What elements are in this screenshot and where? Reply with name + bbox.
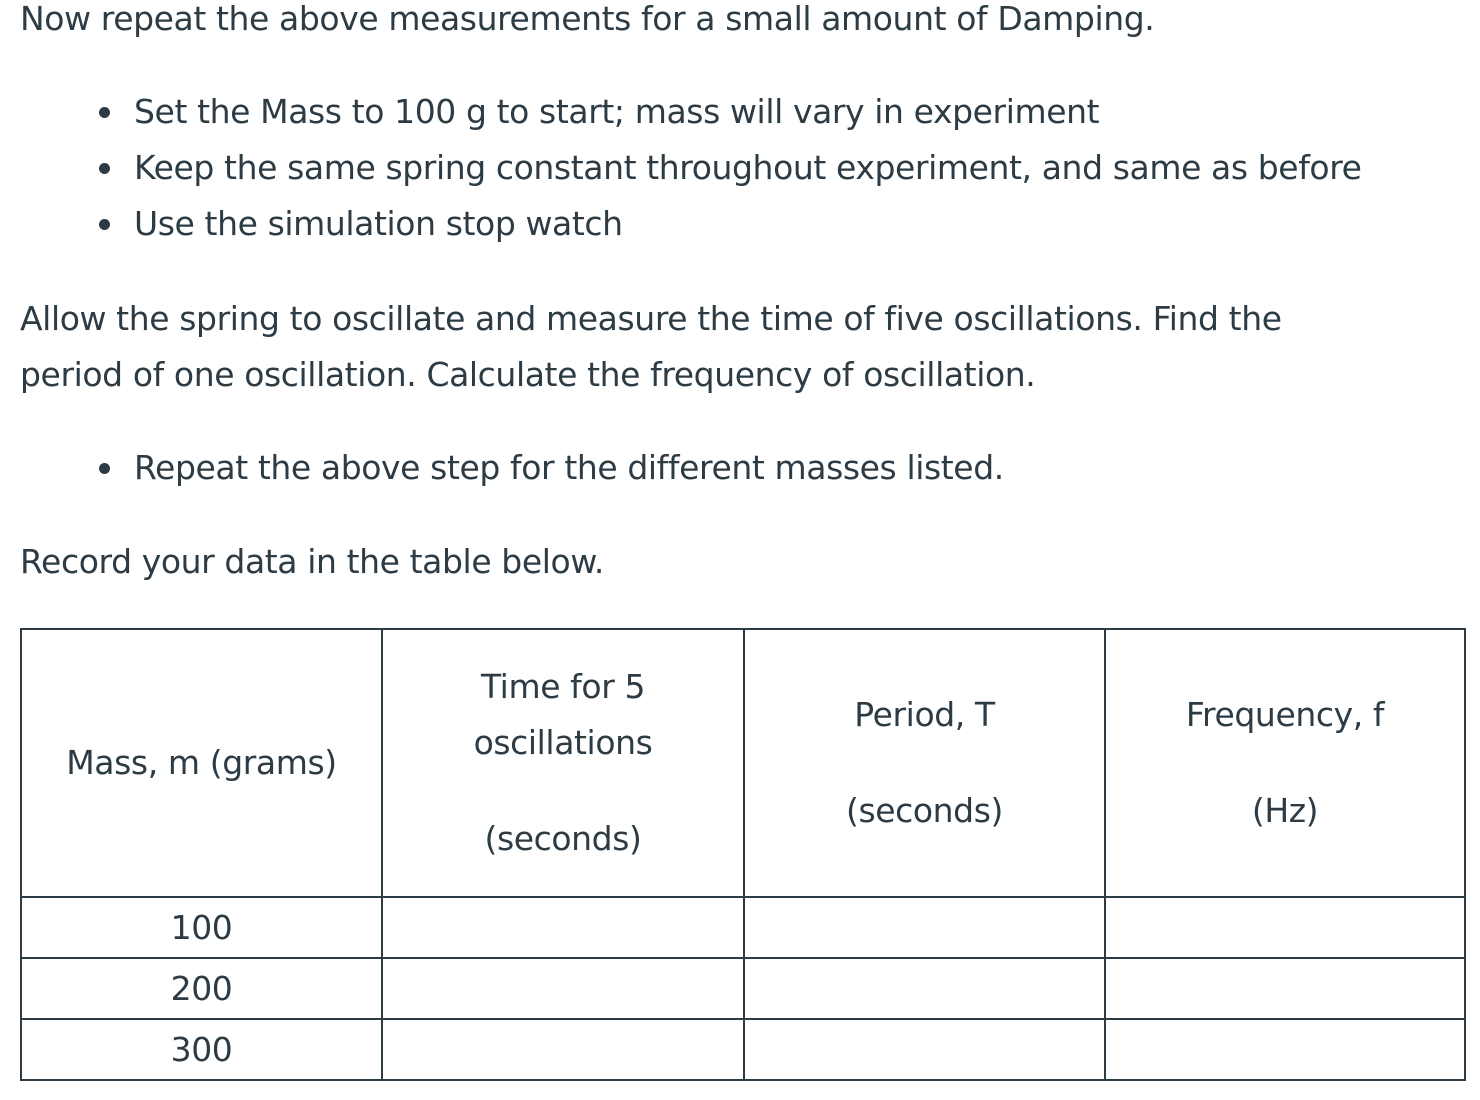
mass-cell: 300 xyxy=(21,1019,382,1080)
table-row xyxy=(21,1019,1465,1080)
intro-text: Now repeat the above measurements for a small amount of Damping. xyxy=(20,0,1155,38)
header-frequency: Frequency, f (Hz) xyxy=(1105,629,1465,897)
period-cell[interactable] xyxy=(744,897,1105,958)
procedure-paragraph xyxy=(20,291,1282,403)
table-header-row xyxy=(21,629,1465,897)
mass-cell: 100 xyxy=(21,897,382,958)
procedure-line: Allow the spring to oscillate and measure the time of five oscillations. Find the xyxy=(20,299,1282,338)
time-cell[interactable] xyxy=(382,1019,744,1080)
frequency-cell[interactable] xyxy=(1105,1019,1465,1080)
procedure-line: period of one oscillation. Calculate the frequency of oscillation. xyxy=(20,355,1036,394)
header-mass: Mass, m (grams) xyxy=(21,629,382,897)
record-instruction: Record your data in the table below. xyxy=(20,542,604,581)
table-row xyxy=(21,897,1465,958)
time-cell[interactable] xyxy=(382,897,744,958)
list-item: Use the simulation stop watch xyxy=(95,196,1362,252)
period-cell[interactable] xyxy=(744,958,1105,1019)
repeat-list xyxy=(95,440,1004,496)
period-cell[interactable] xyxy=(744,1019,1105,1080)
time-cell[interactable] xyxy=(382,958,744,1019)
table-row xyxy=(21,958,1465,1019)
list-item: Set the Mass to 100 g to start; mass will vary in experiment xyxy=(95,84,1362,140)
frequency-cell[interactable] xyxy=(1105,958,1465,1019)
list-item: Repeat the above step for the different masses listed. xyxy=(95,440,1004,496)
list-item: Keep the same spring constant throughout experiment, and same as before xyxy=(95,140,1362,196)
mass-cell: 200 xyxy=(21,958,382,1019)
instruction-list xyxy=(95,84,1362,252)
header-period: Period, T (seconds) xyxy=(744,629,1105,897)
data-table xyxy=(20,628,1466,1081)
header-time: Time for 5 oscillations (seconds) xyxy=(382,629,744,897)
frequency-cell[interactable] xyxy=(1105,897,1465,958)
